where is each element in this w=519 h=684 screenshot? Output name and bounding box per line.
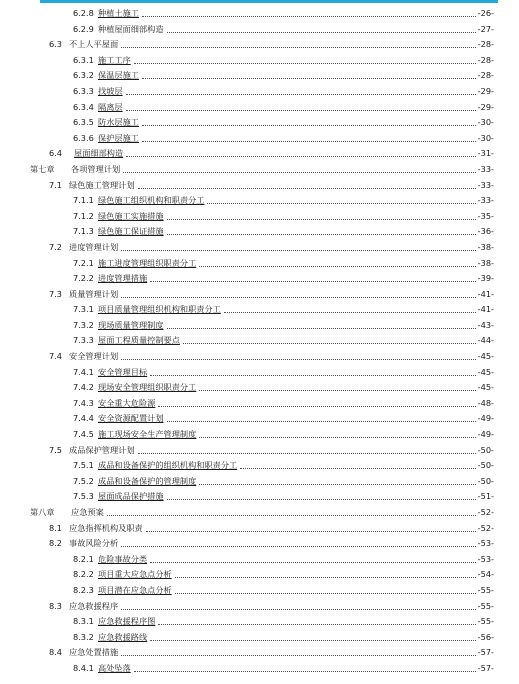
toc-entry-number: 6.3.6 <box>73 132 94 143</box>
toc-entry-title[interactable]: 成品保护管理计划 <box>69 444 135 455</box>
toc-entry-title[interactable]: 应急救援程序 <box>69 600 119 611</box>
toc-entry-number: 6.4 <box>49 148 63 159</box>
toc-entry[interactable] <box>0 6 519 22</box>
toc-entry-title[interactable]: 项目潜在应急点分析 <box>98 584 172 595</box>
toc-entry-page: -53- <box>477 538 494 549</box>
dot-leader <box>121 250 476 251</box>
dot-leader <box>150 281 476 282</box>
toc-entry-page: -55- <box>477 584 494 595</box>
toc-entry[interactable] <box>0 489 519 505</box>
toc-entry-page: -49- <box>477 429 494 440</box>
toc-entry-title[interactable]: 现场安全管理组织职责分工 <box>98 382 197 393</box>
toc-entry-page: -56- <box>477 631 494 642</box>
toc-entry-page: -43- <box>477 319 494 330</box>
toc-entry[interactable] <box>0 162 519 178</box>
dot-leader <box>138 188 476 189</box>
toc-entry-page: -50- <box>477 460 494 471</box>
toc-entry-number: 7.4.5 <box>73 429 94 440</box>
toc-entry-number: 7.5 <box>49 444 63 455</box>
toc-entry-page: -30- <box>477 117 494 128</box>
toc-entry-number: 7.1.3 <box>73 226 94 237</box>
toc-entry[interactable] <box>0 53 519 69</box>
toc-entry-title[interactable]: 种植屋面细部构造 <box>98 23 164 34</box>
toc-entry[interactable] <box>0 318 519 334</box>
toc-entry[interactable] <box>0 583 519 599</box>
toc-entry[interactable] <box>0 552 519 568</box>
dot-leader <box>134 671 476 672</box>
toc-entry[interactable] <box>0 115 519 131</box>
dot-leader <box>107 515 476 516</box>
toc-entry-title[interactable]: 屋面工程质量控制要点 <box>98 335 180 346</box>
toc-entry-page: -44- <box>477 335 494 346</box>
toc-entry-page: -28- <box>477 54 494 65</box>
dot-leader <box>121 47 476 48</box>
toc-entry-page: -55- <box>477 616 494 627</box>
toc-entry-page: -28- <box>477 70 494 81</box>
toc-entry[interactable] <box>0 521 519 537</box>
toc-entry[interactable] <box>0 84 519 100</box>
toc-entry-page: -55- <box>477 600 494 611</box>
toc-entry-number: 8.2.2 <box>73 569 94 580</box>
toc-entry-page: -52- <box>477 507 494 517</box>
dot-leader <box>121 655 476 656</box>
toc-entry-number: 8.4.1 <box>73 662 94 673</box>
toc-entry[interactable] <box>0 474 519 490</box>
dot-leader <box>123 172 476 173</box>
toc-entry-number: 7.4.4 <box>73 413 94 424</box>
toc-entry-title[interactable]: 屋面成品保护措施 <box>98 491 164 502</box>
toc-entry-number: 7.3.3 <box>73 335 94 346</box>
toc-entry-number: 6.3.2 <box>73 70 94 81</box>
toc-entry-title[interactable]: 进度管理措施 <box>98 273 148 284</box>
toc-entry-title[interactable]: 绿色施工保证措施 <box>98 226 164 237</box>
toc-entry-page: -33- <box>477 179 494 190</box>
toc-entry-page: -29- <box>477 101 494 112</box>
toc-entry-number: 8.2.3 <box>73 584 94 595</box>
dot-leader <box>167 234 476 235</box>
toc-entry-title[interactable]: 进度管理计划 <box>69 241 119 252</box>
dot-leader <box>199 437 475 438</box>
toc-entry-number: 8.2.1 <box>73 553 94 564</box>
toc-entry-title[interactable]: 绿色施工管理计划 <box>69 179 135 190</box>
toc-entry-title[interactable]: 危险事故分类 <box>98 553 148 564</box>
toc-entry-page: -48- <box>477 397 494 408</box>
toc-entry[interactable] <box>0 443 519 459</box>
toc-entry-number: 7.1 <box>49 179 63 190</box>
toc-entry[interactable] <box>0 599 519 615</box>
toc-entry-title[interactable]: 成品和设备保护的管理制度 <box>98 475 197 486</box>
toc-entry[interactable] <box>0 411 519 427</box>
toc-entry-page: -52- <box>477 522 494 533</box>
toc-entry-page: -38- <box>477 241 494 252</box>
toc-entry-page: -51- <box>477 491 494 502</box>
dot-leader <box>183 343 476 344</box>
toc-entry-number: 7.4.1 <box>73 366 94 377</box>
toc-entry[interactable] <box>0 37 519 53</box>
toc-entry-title[interactable]: 项目重大应急点分析 <box>98 569 172 580</box>
toc-entry-number: 7.5.1 <box>73 460 94 471</box>
dot-leader <box>150 562 476 563</box>
toc-entry-page: -33- <box>477 163 494 174</box>
toc-entry-number: 6.3.5 <box>73 117 94 128</box>
toc-entry-number: 6.3.3 <box>73 85 94 96</box>
toc-entry-title[interactable]: 应急指挥机构及职责 <box>69 522 143 533</box>
toc-entry-title[interactable]: 各项管理计划 <box>71 163 121 174</box>
toc-entry-page: -57- <box>477 662 494 673</box>
toc-entry[interactable] <box>0 427 519 443</box>
toc-entry[interactable] <box>0 209 519 225</box>
toc-entry[interactable] <box>0 100 519 116</box>
dot-leader <box>158 624 475 625</box>
toc-entry-page: -50- <box>477 444 494 455</box>
toc-entry-number: 6.3.1 <box>73 54 94 65</box>
dot-leader <box>207 203 475 204</box>
dot-leader <box>240 468 475 469</box>
toc-entry-number: 6.3 <box>49 39 63 50</box>
toc-entry-page: -41- <box>477 304 494 315</box>
toc-entry-title[interactable]: 施工现场安全生产管理制度 <box>98 429 197 440</box>
toc-entry-page: -45- <box>477 351 494 362</box>
dot-leader <box>126 156 476 157</box>
toc-entry[interactable] <box>0 458 519 474</box>
toc-entry[interactable] <box>0 178 519 194</box>
toc-entry-number: 7.4.3 <box>73 397 94 408</box>
toc-entry[interactable] <box>0 68 519 84</box>
dot-leader <box>199 390 475 391</box>
toc-entry-page: -54- <box>477 569 494 580</box>
toc-entry-title[interactable]: 安全资源配置计划 <box>98 413 164 424</box>
dot-leader <box>126 94 476 95</box>
toc-entry-number: 7.3.1 <box>73 304 94 315</box>
toc-entry-title[interactable]: 隔离层 <box>98 101 123 112</box>
dot-leader <box>121 359 476 360</box>
toc-entry-title[interactable]: 种植土施工 <box>98 8 139 18</box>
toc-entry[interactable] <box>0 349 519 365</box>
toc-entry-title[interactable]: 应急救援程序图 <box>98 616 156 627</box>
toc-entry-page: -31- <box>477 148 494 159</box>
toc-entry-page: -27- <box>477 23 494 34</box>
toc-entry-title[interactable]: 防水层施工 <box>98 117 139 128</box>
toc-entry-number: 7.3 <box>49 288 63 299</box>
toc-entry-number: 6.3.4 <box>73 101 94 112</box>
dot-leader <box>126 110 476 111</box>
toc-entry-page: -28- <box>477 39 494 50</box>
toc-entry[interactable] <box>0 146 519 162</box>
toc-entry-page: -50- <box>477 475 494 486</box>
dot-leader <box>199 266 475 267</box>
toc-entry[interactable] <box>0 614 519 630</box>
toc-entry-page: -36- <box>477 226 494 237</box>
toc-entry-number: 7.5.3 <box>73 491 94 502</box>
dot-leader <box>150 640 476 641</box>
toc-entry-title[interactable]: 不上人平屋面 <box>69 39 119 50</box>
toc-entry-title[interactable]: 绿色施工组织机构和职责分工 <box>98 195 205 206</box>
toc-entry-number: 8.4 <box>49 647 63 658</box>
toc-entry-title[interactable]: 保温层施工 <box>98 70 139 81</box>
toc-entry-page: -45- <box>477 366 494 377</box>
toc-entry-page: -41- <box>477 288 494 299</box>
toc-entry-title[interactable]: 高处坠落 <box>98 662 131 673</box>
toc-entry-title[interactable]: 事故风险分析 <box>69 538 119 549</box>
toc-entry[interactable] <box>0 645 519 661</box>
toc-entry-page: -49- <box>477 413 494 424</box>
toc-entry-page: -39- <box>477 273 494 284</box>
toc-entry-number: 7.1.2 <box>73 210 94 221</box>
dot-leader <box>121 297 476 298</box>
toc-entry-title[interactable]: 施工进度管理组织职责分工 <box>98 257 197 268</box>
toc-entry-title[interactable]: 保护层施工 <box>98 132 139 143</box>
toc-entry-page: -38- <box>477 257 494 268</box>
toc-entry-title[interactable]: 安全管理目标 <box>98 366 148 377</box>
toc-entry[interactable] <box>0 22 519 38</box>
toc-entry-title[interactable]: 安全管理计划 <box>69 351 119 362</box>
toc-entry-title[interactable]: 屋面细部构造 <box>74 148 124 159</box>
toc-entry[interactable] <box>0 365 519 381</box>
toc-entry[interactable] <box>0 505 519 521</box>
dot-leader <box>121 546 476 547</box>
toc-entry-number: 7.2 <box>49 241 63 252</box>
toc-entry-title[interactable]: 找坡层 <box>98 85 123 96</box>
toc-entry-number: 7.4.2 <box>73 382 94 393</box>
toc-entry-page: -35- <box>477 210 494 221</box>
toc-entry[interactable] <box>0 256 519 272</box>
toc-entry-title[interactable]: 绿色施工实施措施 <box>98 210 164 221</box>
toc-entry[interactable] <box>0 567 519 583</box>
toc-entry[interactable] <box>0 396 519 412</box>
toc-entry-number: 7.4 <box>49 351 63 362</box>
toc-entry[interactable] <box>0 661 519 677</box>
toc-entry-page: -57- <box>477 647 494 658</box>
toc-entry-page: -26- <box>477 8 494 18</box>
toc-entry[interactable] <box>0 302 519 318</box>
dot-leader <box>146 531 476 532</box>
toc-entry[interactable] <box>0 271 519 287</box>
dot-leader <box>175 577 476 578</box>
toc-entry-number: 7.5.2 <box>73 475 94 486</box>
toc-entry-page: -45- <box>477 382 494 393</box>
toc-entry[interactable] <box>0 380 519 396</box>
toc-entry[interactable] <box>0 287 519 303</box>
dot-leader <box>167 32 476 33</box>
toc-entry-number: 7.3.2 <box>73 319 94 330</box>
toc-entry-title[interactable]: 应急处置措施 <box>69 647 119 658</box>
dot-leader <box>121 609 476 610</box>
dot-leader <box>167 328 476 329</box>
toc-entry-title[interactable]: 质量管理计划 <box>69 288 119 299</box>
toc-entry-title[interactable]: 安全重大危险源 <box>98 397 156 408</box>
toc-entry-number: 7.2.2 <box>73 273 94 284</box>
toc-entry-number: 8.3.1 <box>73 616 94 627</box>
toc-entry-number: 第八章 <box>30 507 55 517</box>
top-border-line <box>40 0 498 3</box>
toc-entry-title[interactable]: 施工工序 <box>98 54 131 65</box>
dot-leader <box>134 63 476 64</box>
toc-entry-number: 6.2.9 <box>73 23 94 34</box>
dot-leader <box>150 375 476 376</box>
toc-entry-number: 7.1.1 <box>73 195 94 206</box>
dot-leader <box>142 125 476 126</box>
toc-entry-title[interactable]: 应急预案 <box>71 507 104 517</box>
toc-entry-number: 8.3 <box>49 600 63 611</box>
toc-entry[interactable] <box>0 193 519 209</box>
toc-entry-title[interactable]: 应急救援路线 <box>98 631 148 642</box>
dot-leader <box>142 16 476 17</box>
toc-entry-number: 6.2.8 <box>73 8 94 18</box>
dot-leader <box>167 421 476 422</box>
dot-leader <box>142 78 476 79</box>
toc-entry-title[interactable]: 项目质量管理组织机构和职责分工 <box>98 304 221 315</box>
dot-leader <box>224 312 476 313</box>
toc-entry[interactable] <box>0 630 519 646</box>
toc-entry[interactable] <box>0 131 519 147</box>
toc-entry-number: 7.2.1 <box>73 257 94 268</box>
toc-entry[interactable] <box>0 240 519 256</box>
toc-entry-number: 8.1 <box>49 522 63 533</box>
toc-entry[interactable] <box>0 333 519 349</box>
toc-entry-number: 第七章 <box>30 163 55 174</box>
toc-entry-title[interactable]: 成品和设备保护的组织机构和职责分工 <box>98 460 238 471</box>
toc-entry-page: -33- <box>477 195 494 206</box>
dot-leader <box>199 484 475 485</box>
toc-entry-page: -29- <box>477 85 494 96</box>
toc-entry-page: -30- <box>477 132 494 143</box>
dot-leader <box>138 453 476 454</box>
toc-entry-title[interactable]: 现场质量管理制度 <box>98 319 164 330</box>
dot-leader <box>167 219 476 220</box>
dot-leader <box>175 593 476 594</box>
dot-leader <box>167 499 476 500</box>
dot-leader <box>158 406 475 407</box>
toc-entry-number: 8.2 <box>49 538 63 549</box>
toc-entry[interactable] <box>0 536 519 552</box>
toc-entry[interactable] <box>0 224 519 240</box>
table-of-contents <box>0 6 519 677</box>
dot-leader <box>142 141 476 142</box>
toc-entry-page: -53- <box>477 553 494 564</box>
toc-entry-number: 8.3.2 <box>73 631 94 642</box>
